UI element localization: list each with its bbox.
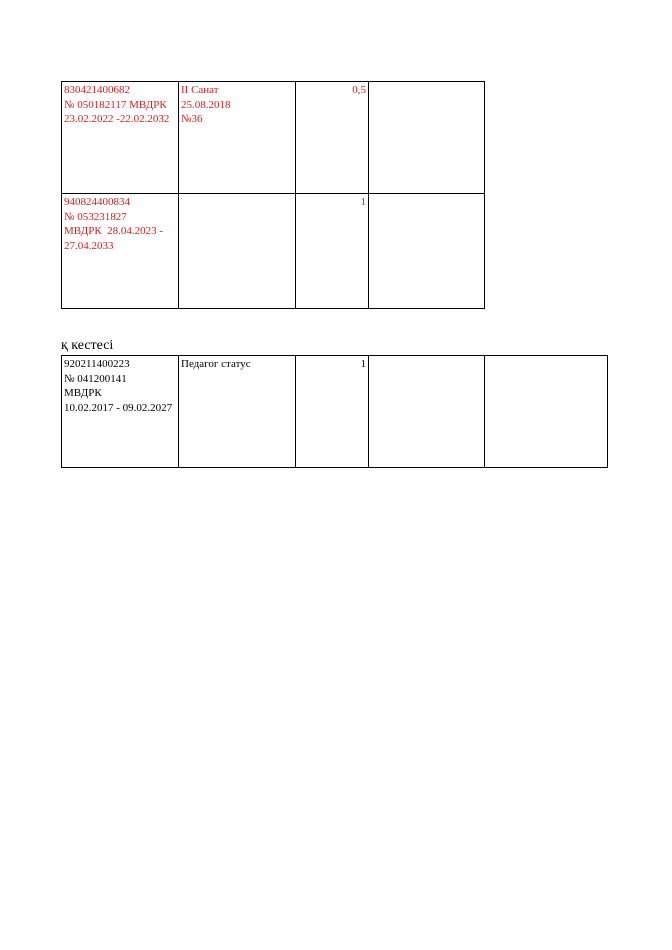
id-line: № 053231827 — [64, 210, 127, 223]
category-cell — [179, 356, 296, 468]
id-line: 940824400834 — [64, 196, 130, 208]
id-line: 920211400223 — [64, 358, 130, 370]
category-cell — [179, 82, 296, 194]
empty-cell — [485, 356, 608, 468]
category-cell — [179, 194, 296, 309]
id-line: МВДРК — [64, 387, 102, 399]
id-line: № 050182117 МВДРК — [64, 98, 167, 111]
table-row — [62, 194, 485, 309]
value-cell: 1 — [296, 356, 369, 468]
id-cell — [62, 82, 179, 194]
id-line: № 041200141 — [64, 372, 127, 385]
table-caption: қ кестесі — [61, 338, 114, 353]
category-line: 25.08.2018 — [181, 98, 231, 111]
empty-cell — [369, 356, 485, 468]
table-row — [62, 82, 485, 194]
category-line: II Санат — [181, 84, 219, 96]
category-line: №36 — [181, 113, 203, 125]
empty-cell — [369, 194, 485, 309]
table-bottom — [61, 355, 608, 468]
id-line: 830421400682 — [64, 84, 130, 96]
id-line: 23.02.2022 -22.02.2032 — [64, 113, 170, 125]
value-cell: 0,5 — [296, 82, 369, 194]
id-line: 27.04.2033 — [64, 239, 114, 252]
table-top — [61, 81, 485, 309]
id-line: 10.02.2017 - 09.02.2027 — [64, 401, 173, 414]
id-line: МВДРК 28.04.2023 - — [64, 225, 164, 237]
value-cell: 1 — [296, 194, 369, 309]
table-row — [62, 356, 608, 468]
id-cell — [62, 356, 179, 468]
empty-cell — [369, 82, 485, 194]
id-cell — [62, 194, 179, 309]
category-line: Педагог статус — [181, 358, 251, 370]
